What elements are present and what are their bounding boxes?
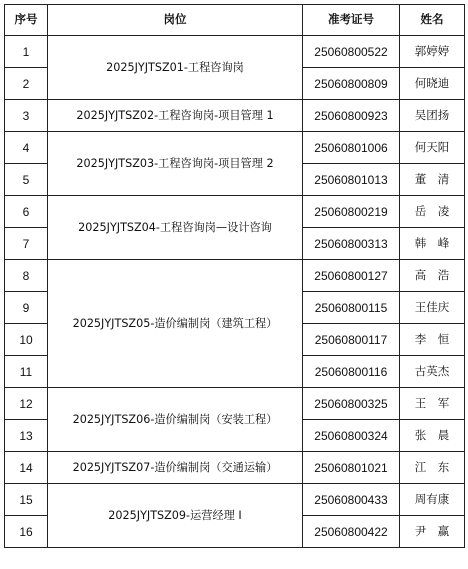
- post-cell: 2025JYJTSZ04-工程咨询岗—设计咨询: [48, 196, 303, 260]
- exam-id-cell: 25060800324: [303, 420, 400, 452]
- name-cell: 张 晨: [400, 420, 465, 452]
- header-post: 岗位: [48, 5, 303, 36]
- row-number: 14: [5, 452, 48, 484]
- exam-id-cell: 25060800116: [303, 356, 400, 388]
- exam-id-cell: 25060800325: [303, 388, 400, 420]
- table-row: [5, 484, 465, 516]
- exam-id-cell: 25060800522: [303, 36, 400, 68]
- exam-id-cell: 25060800219: [303, 196, 400, 228]
- exam-id-cell: 25060801006: [303, 132, 400, 164]
- row-number: 9: [5, 292, 48, 324]
- row-number: 13: [5, 420, 48, 452]
- roster-body: [5, 36, 465, 548]
- post-cell: 2025JYJTSZ05-造价编制岗（建筑工程）: [48, 260, 303, 388]
- name-cell: 王 军: [400, 388, 465, 420]
- row-number: 2: [5, 68, 48, 100]
- exam-id-cell: 25060801021: [303, 452, 400, 484]
- name-cell: 何天阳: [400, 132, 465, 164]
- header-name: 姓名: [400, 5, 465, 36]
- row-number: 5: [5, 164, 48, 196]
- header-exam-id: 准考证号: [303, 5, 400, 36]
- row-number: 15: [5, 484, 48, 516]
- exam-id-cell: 25060800422: [303, 516, 400, 548]
- table-row: [5, 36, 465, 68]
- row-number: 11: [5, 356, 48, 388]
- post-cell: 2025JYJTSZ01-工程咨询岗: [48, 36, 303, 100]
- table-row: [5, 452, 465, 484]
- exam-id-cell: 25060800127: [303, 260, 400, 292]
- row-number: 1: [5, 36, 48, 68]
- post-cell: 2025JYJTSZ03-工程咨询岗-项目管理 2: [48, 132, 303, 196]
- exam-id-cell: 25060800117: [303, 324, 400, 356]
- name-cell: 吴团扬: [400, 100, 465, 132]
- post-cell: 2025JYJTSZ02-工程咨询岗-项目管理 1: [48, 100, 303, 132]
- name-cell: 董 清: [400, 164, 465, 196]
- exam-id-cell: 25060800923: [303, 100, 400, 132]
- exam-id-cell: 25060800433: [303, 484, 400, 516]
- row-number: 8: [5, 260, 48, 292]
- row-number: 7: [5, 228, 48, 260]
- table-row: [5, 132, 465, 164]
- row-number: 6: [5, 196, 48, 228]
- name-cell: 韩 峰: [400, 228, 465, 260]
- row-number: 4: [5, 132, 48, 164]
- exam-id-cell: 25060800809: [303, 68, 400, 100]
- name-cell: 周有康: [400, 484, 465, 516]
- header-row: [5, 5, 465, 36]
- name-cell: 王佳庆: [400, 292, 465, 324]
- table-row: [5, 388, 465, 420]
- row-number: 3: [5, 100, 48, 132]
- row-number: 12: [5, 388, 48, 420]
- name-cell: 古英杰: [400, 356, 465, 388]
- post-cell: 2025JYJTSZ07-造价编制岗（交通运输）: [48, 452, 303, 484]
- exam-id-cell: 25060800313: [303, 228, 400, 260]
- name-cell: 李 恒: [400, 324, 465, 356]
- name-cell: 尹 赢: [400, 516, 465, 548]
- row-number: 10: [5, 324, 48, 356]
- row-number: 16: [5, 516, 48, 548]
- name-cell: 何晓迪: [400, 68, 465, 100]
- name-cell: 高 浩: [400, 260, 465, 292]
- name-cell: 郭婷婷: [400, 36, 465, 68]
- exam-id-cell: 25060801013: [303, 164, 400, 196]
- table-row: [5, 260, 465, 292]
- table-row: [5, 100, 465, 132]
- table-row: [5, 196, 465, 228]
- name-cell: 岳 凌: [400, 196, 465, 228]
- name-cell: 江 东: [400, 452, 465, 484]
- roster-table: [4, 4, 465, 548]
- post-cell: 2025JYJTSZ09-运营经理 I: [48, 484, 303, 548]
- exam-id-cell: 25060800115: [303, 292, 400, 324]
- post-cell: 2025JYJTSZ06-造价编制岗（安装工程）: [48, 388, 303, 452]
- header-no: 序号: [5, 5, 48, 36]
